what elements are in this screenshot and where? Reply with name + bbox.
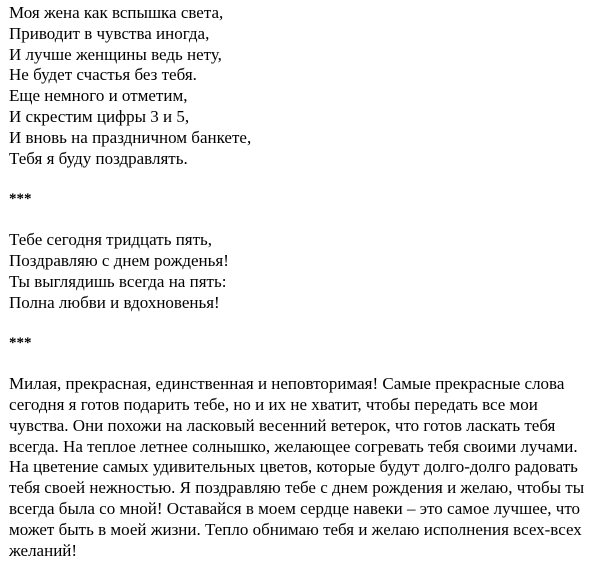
poem-2-line: Полна любви и вдохновенья! — [9, 292, 220, 312]
spacer — [9, 313, 609, 333]
poem-1-line: Не будет счастья без тебя. — [9, 65, 197, 85]
spacer — [9, 169, 609, 189]
poem-1-line: И скрестим цифры 3 и 5, — [9, 106, 190, 126]
poem-1 — [9, 3, 609, 169]
poem-2-line: Тебе сегодня тридцать пять, — [9, 230, 213, 250]
section-separator: *** — [9, 335, 32, 352]
poem-2 — [9, 230, 609, 313]
poem-1-line: Приводит в чувства иногда, — [9, 23, 210, 43]
poem-1-line: И вновь на праздничном банкете, — [9, 127, 252, 147]
poem-2-line: Поздравляю с днем рожденья! — [9, 250, 229, 270]
poem-2-line: Ты выглядишь всегда на пять: — [9, 271, 227, 291]
poem-1-line: И лучше женщины ведь нету, — [9, 44, 222, 64]
poem-1-line: Тебя я буду поздравлять. — [9, 148, 188, 168]
greeting-document — [9, 3, 609, 561]
prose-greeting: Милая, прекрасная, единственная и неповторимая! Самые прекрасные слова сегодня я готов подарить тебе, но и их не хватит, чтобы передать все мои чувства. Они похожи на ласковый весенний ветерок, что готов ласкать тебя всегда. На теплое летнее солнышко, желающее согревать тебя своими лучами. На цветение самых удивительных цветов, которые будут долго-долго радовать тебя своей нежностью. Я поздравляю тебе с днем рождения и желаю, чтобы ты всегда была со мной! Оставайся в моем сердце навеки – это самое лучшее, что может быть в моей жизни. Тепло обнимаю тебя и желаю исполнения всех-всех желаний! — [9, 374, 585, 560]
section-separator: *** — [9, 191, 32, 208]
poem-1-line: Моя жена как вспышка света, — [9, 3, 224, 22]
spacer — [9, 210, 609, 230]
spacer — [9, 354, 609, 374]
poem-1-line: Еще немного и отметим, — [9, 86, 188, 106]
